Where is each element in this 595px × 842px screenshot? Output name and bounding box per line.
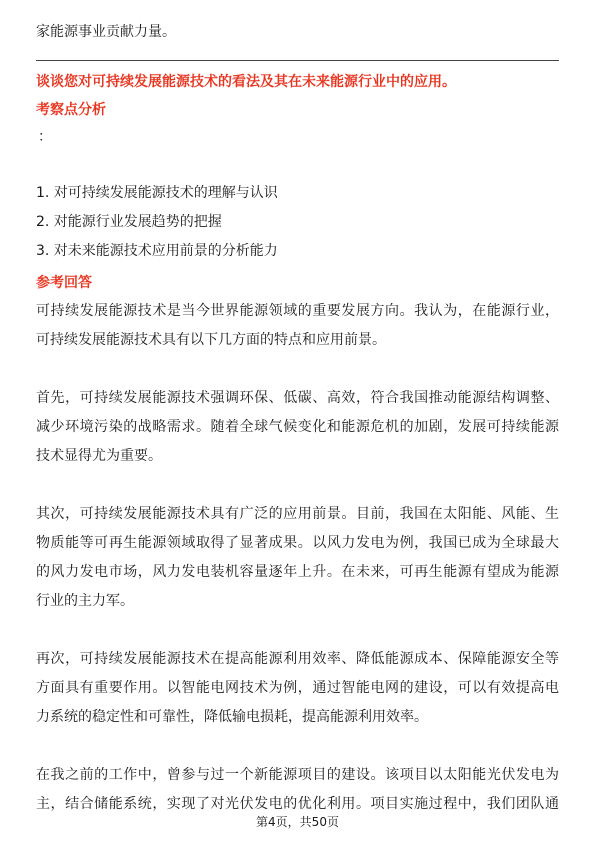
answer-line: 在我之前的工作中，曾参与过一个新能源项目的建设。该项目以太阳能光伏发电为 <box>36 767 559 783</box>
question-title: 谈谈您对可持续发展能源技术的看法及其在未来能源行业中的应用。 <box>36 74 456 90</box>
answer-line: 可持续发展能源技术具有以下几方面的特点和应用前景。 <box>36 332 386 348</box>
analysis-heading: 考察点分析 <box>36 102 106 118</box>
answer-line: 首先，可持续发展能源技术强调环保、低碳、高效，符合我国推动能源结构调整、 <box>36 390 559 406</box>
answer-heading: 参考回答 <box>36 275 92 291</box>
top-fragment: 家能源事业贡献力量。 <box>36 24 176 40</box>
document-page <box>36 0 559 842</box>
answer-line: 主，结合储能系统，实现了对光伏发电的优化利用。项目实施过程中，我们团队通 <box>36 796 559 812</box>
answer-line: 物质能等可再生能源领域取得了显著成果。以风力发电为例，我国已成为全球最大 <box>36 535 559 551</box>
answer-line: 行业的主力军。 <box>36 593 134 609</box>
analysis-point: 2. 对能源行业发展趋势的把握 <box>36 214 222 230</box>
answer-line: 可持续发展能源技术是当今世界能源领域的重要发展方向。我认为，在能源行业， <box>36 303 559 319</box>
answer-line: 其次，可持续发展能源技术具有广泛的应用前景。目前，我国在太阳能、风能、生 <box>36 506 559 522</box>
answer-line: 减少环境污染的战略需求。随着全球气候变化和能源危机的加剧，发展可持续能源 <box>36 419 559 435</box>
divider <box>36 60 559 61</box>
answer-line: 技术显得尤为重要。 <box>36 448 162 464</box>
answer-line: 再次，可持续发展能源技术在提高能源利用效率、降低能源成本、保障能源安全等 <box>36 651 559 667</box>
analysis-point: 3. 对未来能源技术应用前景的分析能力 <box>36 243 278 259</box>
answer-line: 力系统的稳定性和可靠性，降低输电损耗，提高能源利用效率。 <box>36 709 428 725</box>
analysis-point: 1. 对可持续发展能源技术的理解与认识 <box>36 185 278 201</box>
page-number: 第4页，共50页 <box>256 815 339 829</box>
analysis-intro: ： <box>38 129 52 145</box>
answer-line: 方面具有重要作用。以智能电网技术为例，通过智能电网的建设，可以有效提高电 <box>36 680 559 696</box>
answer-line: 的风力发电市场，风力发电装机容量逐年上升。在未来，可再生能源有望成为能源 <box>36 564 559 580</box>
